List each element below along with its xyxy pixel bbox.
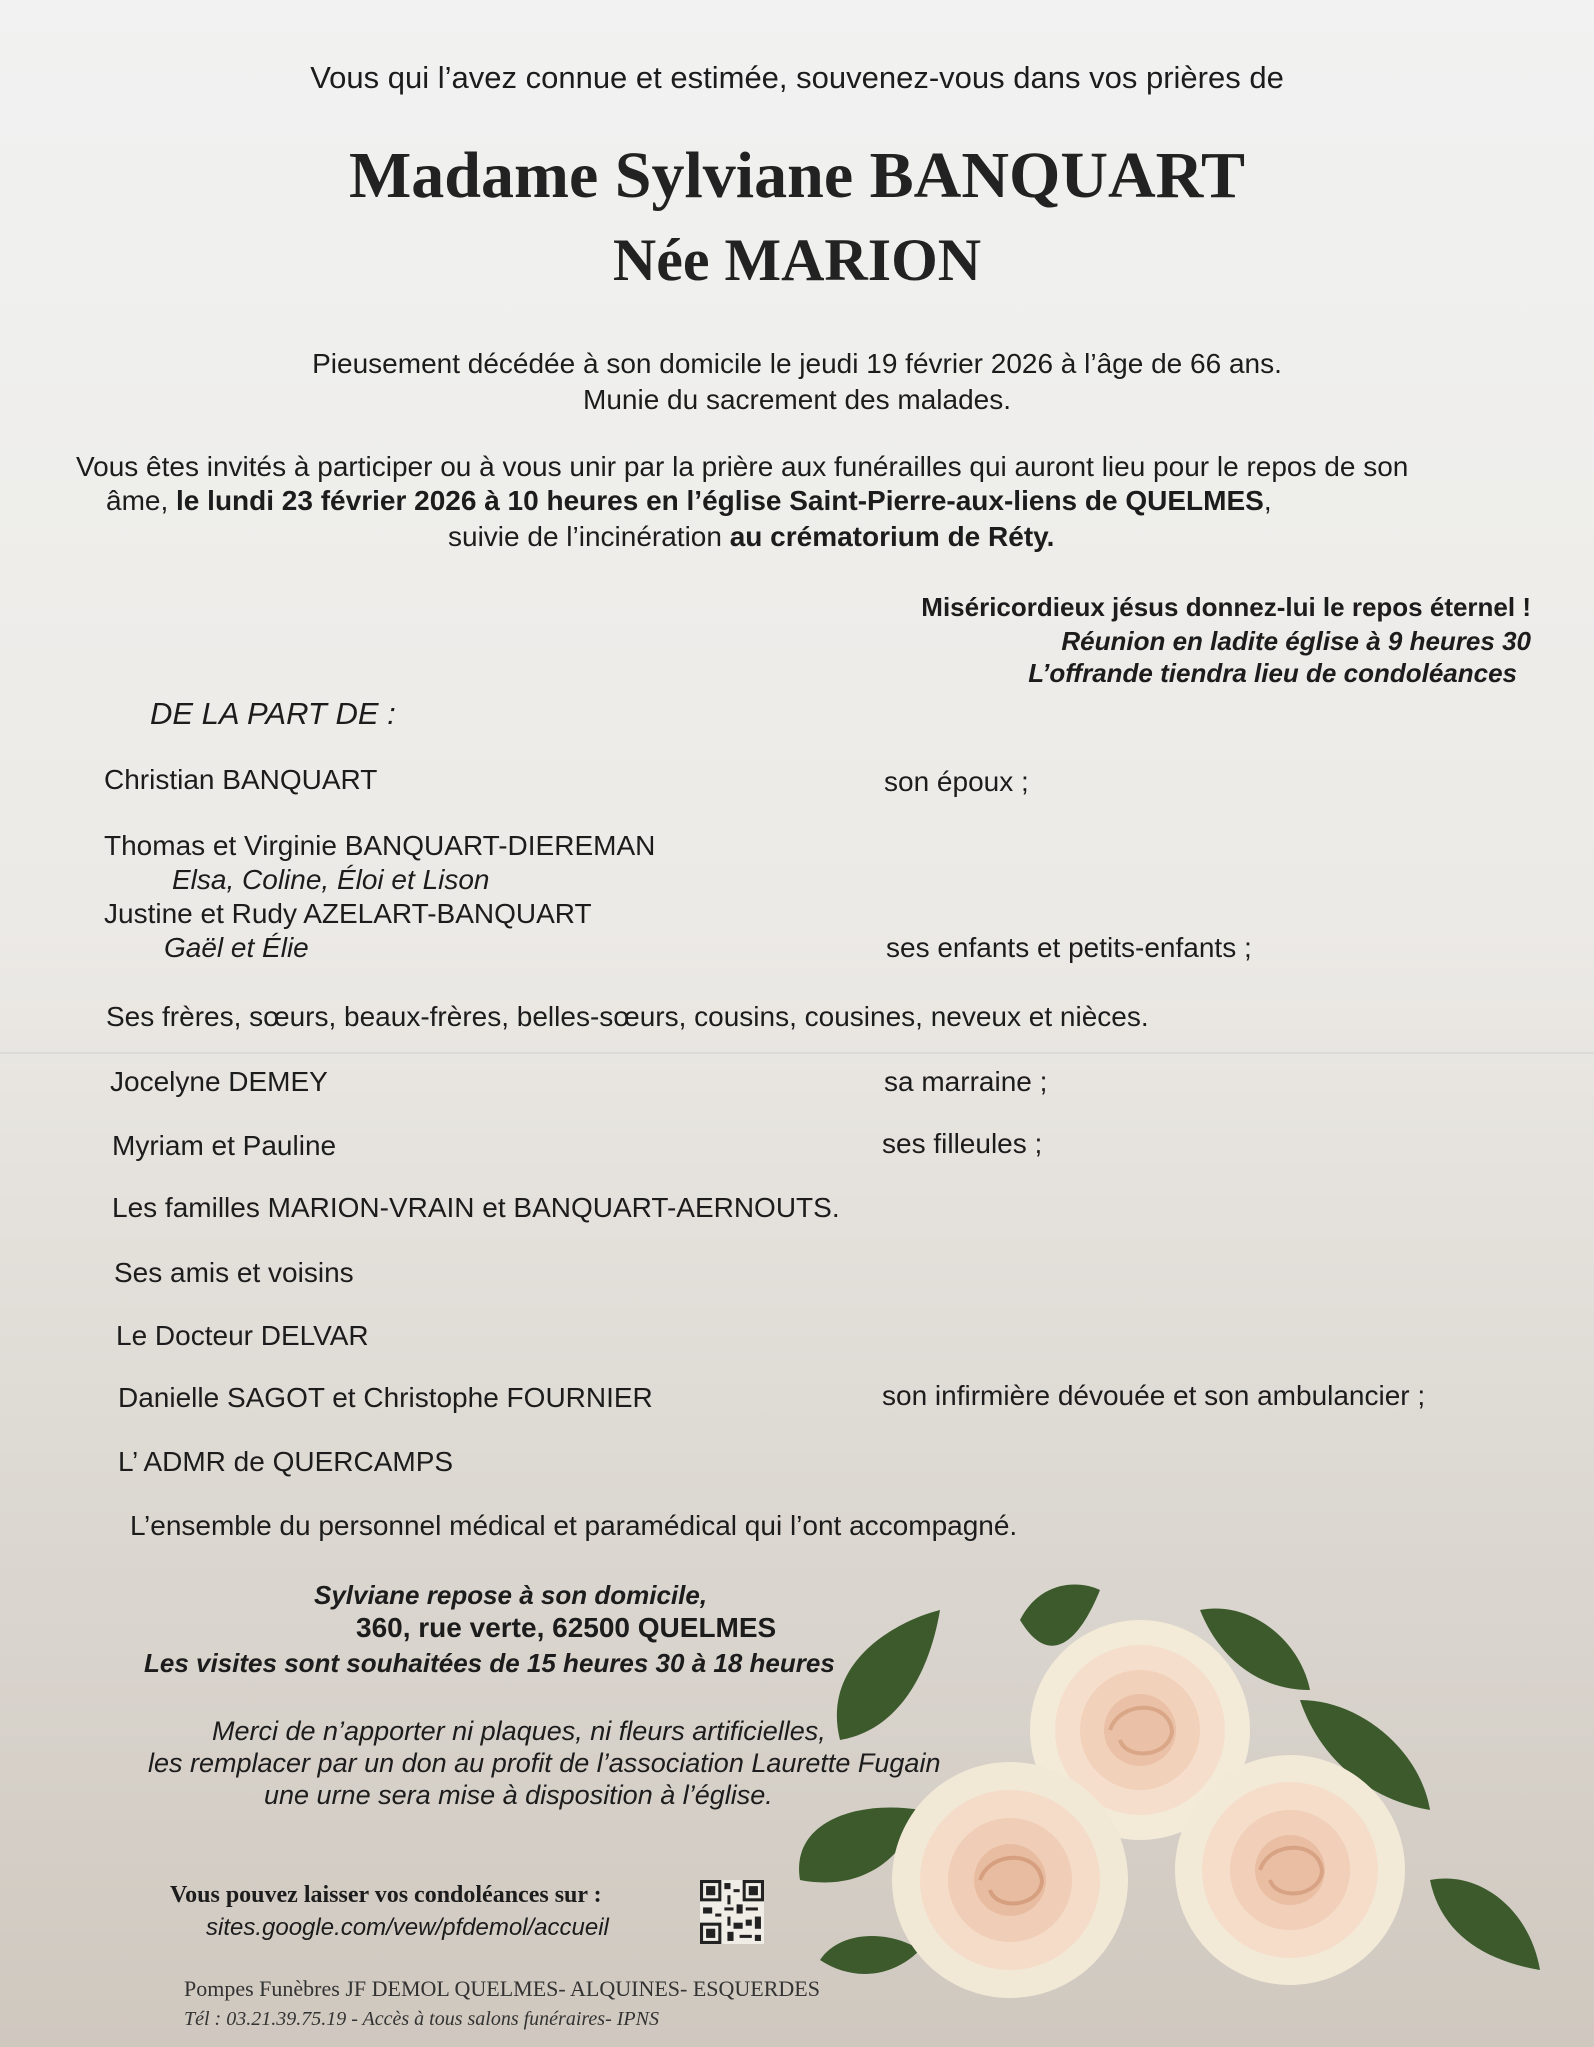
roses-illustration xyxy=(780,1580,1580,2020)
intro-text: Vous qui l’avez connue et estimée, souvenez-vous dans vos prières de xyxy=(310,60,1284,95)
ceremony-line-3a: suivie de l’incinération xyxy=(448,521,730,552)
death-line-2: Munie du sacrement des malades. xyxy=(583,384,1011,415)
ceremony-line-1: Vous êtes invités à participer ou à vous unir par la prière aux funérailles qui auront lieu pour le repos de son xyxy=(76,451,1409,482)
child-1: Thomas et Virginie BANQUART-DIEREMAN xyxy=(104,830,656,861)
families: Les familles MARION-VRAIN et BANQUART-AERNOUTS. xyxy=(112,1192,840,1223)
ceremony-line-2 xyxy=(106,485,1272,517)
spouse-role: son époux ; xyxy=(884,766,1029,797)
phone-line: Tél : 03.21.39.75.19 - Accès à tous salons funéraires- IPNS xyxy=(184,2008,659,2030)
qr-code xyxy=(700,1880,764,1944)
goddaughters-role: ses filleules ; xyxy=(882,1128,1043,1159)
crematorium: au crématorium de Réty. xyxy=(729,521,1055,552)
maiden-name: Née MARION xyxy=(612,227,982,293)
request-line-3: une urne sera mise à disposition à l’église. xyxy=(264,1780,773,1810)
grandchildren-1: Elsa, Coline, Éloi et Lison xyxy=(172,864,490,895)
nurse-role: son infirmière dévouée et son ambulancier ; xyxy=(882,1380,1426,1411)
prayer-line-3: L’offrande tiendra lieu de condoléances xyxy=(1028,658,1517,688)
siblings: Ses frères, sœurs, beaux-frères, belles-sœurs, cousins, cousines, neveux et nièces. xyxy=(106,1001,1149,1032)
doctor: Le Docteur DELVAR xyxy=(116,1320,369,1351)
death-line-1: Pieusement décédée à son domicile le jeudi 19 février 2026 à l’âge de 66 ans. xyxy=(312,348,1282,379)
goddaughters-name: Myriam et Pauline xyxy=(112,1130,337,1161)
visit-hours: Les visites sont souhaitées de 15 heures 30 à 18 heures xyxy=(144,1648,835,1678)
spouse-name: Christian BANQUART xyxy=(104,764,378,795)
children-role: ses enfants et petits-enfants ; xyxy=(886,932,1252,963)
child-2: Justine et Rudy AZELART-BANQUART xyxy=(104,898,592,929)
request-line-1: Merci de n’apporter ni plaques, ni fleurs artificielles, xyxy=(212,1716,826,1746)
funeral-home: Pompes Funèbres JF DEMOL QUELMES- ALQUINES- ESQUERDES xyxy=(184,1976,820,2001)
deceased-name: Madame Sylviane BANQUART xyxy=(348,139,1246,212)
condolences-label: Vous pouvez laisser vos condoléances sur : xyxy=(170,1882,602,1908)
godmother-role: sa marraine ; xyxy=(884,1066,1048,1097)
admr: L’ ADMR de QUERCAMPS xyxy=(118,1446,454,1477)
ceremony-line-2a: âme, xyxy=(106,485,177,516)
godmother-name: Jocelyne DEMEY xyxy=(110,1066,328,1097)
prayer-line-2: Réunion en ladite église à 9 heures 30 xyxy=(1061,626,1531,656)
grandchildren-2: Gaël et Élie xyxy=(164,932,309,963)
prayer-line-1: Miséricordieux jésus donnez-lui le repos éternel ! xyxy=(921,592,1531,622)
ceremony-line-2c: , xyxy=(1263,485,1272,516)
friends: Ses amis et voisins xyxy=(114,1257,354,1288)
rest-address: 360, rue verte, 62500 QUELMES xyxy=(356,1612,777,1643)
from-title: DE LA PART DE : xyxy=(150,696,396,731)
ceremony-date-place: le lundi 23 février 2026 à 10 heures en l’église Saint-Pierre-aux-liens de QUELMES xyxy=(176,485,1264,516)
rest-line-1: Sylviane repose à son domicile, xyxy=(314,1580,708,1610)
nurse-names: Danielle SAGOT et Christophe FOURNIER xyxy=(118,1382,653,1413)
condolences-url: sites.google.com/vew/pfdemol/accueil xyxy=(206,1914,609,1941)
ceremony-line-3 xyxy=(448,521,1054,553)
medical-staff: L’ensemble du personnel médical et paramédical qui l’ont accompagné. xyxy=(130,1510,1018,1541)
fold-line xyxy=(0,1052,1594,1054)
request-line-2: les remplacer par un don au profit de l’association Laurette Fugain xyxy=(148,1748,941,1778)
